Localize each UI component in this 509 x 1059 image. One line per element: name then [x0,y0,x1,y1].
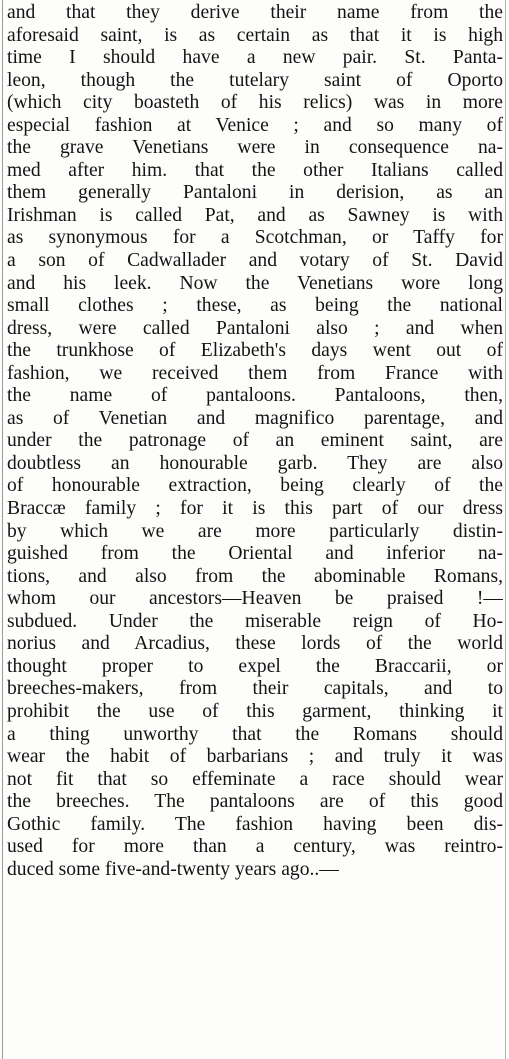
text-line: Gothic family. The fashion having been dis- [7,813,503,835]
text-line: subdued. Under the miserable reign of Ho- [7,610,503,632]
text-line: leon, though the tutelary saint of Oporto [7,69,503,91]
text-line: Braccæ family ; for it is this part of our dress [7,498,503,520]
text-line: Irishman is called Pat, and as Sawney is with [7,204,503,226]
text-line: (which city boasteth of his relics) was in more [7,92,503,114]
text-line: small clothes ; these, as being the national [7,295,503,317]
text-line: fashion, we received them from France with [7,362,503,384]
text-line: wear the habit of barbarians ; and truly it was [7,746,503,768]
text-line: guished from the Oriental and inferior na- [7,543,503,565]
text-line: and his leek. Now the Venetians wore long [7,272,503,294]
column-rule-left [2,0,3,1059]
column-rule-right [505,0,506,1059]
text-line: norius and Arcadius, these lords of the world [7,633,503,655]
text-line: used for more than a century, was reintro- [7,836,503,858]
text-line: the name of pantaloons. Pantaloons, then, [7,385,503,407]
text-line: doubtless an honourable garb. They are also [7,452,503,474]
text-line: not fit that so effeminate a race should wear [7,768,503,790]
text-line: dress, were called Pantaloni also ; and when [7,317,503,339]
text-column [7,2,503,881]
text-line: by which we are more particularly distin- [7,520,503,542]
text-line: thought proper to expel the Braccarii, or [7,655,503,677]
text-line: them generally Pantaloni in derision, as an [7,182,503,204]
text-line: time I should have a new pair. St. Panta- [7,47,503,69]
text-line: of honourable extraction, being clearly of the [7,475,503,497]
text-line: med after him. that the other Italians called [7,159,503,181]
text-line: as of Venetian and magnifico parentage, and [7,407,503,429]
text-line: the breeches. The pantaloons are of this good [7,791,503,813]
text-line: tions, and also from the abominable Romans, [7,565,503,587]
text-line: as synonymous for a Scotchman, or Taffy for [7,227,503,249]
text-line: aforesaid saint, is as certain as that it is high [7,24,503,46]
text-line: whom our ancestors—Heaven be praised !— [7,588,503,610]
text-line: breeches-makers, from their capitals, and to [7,678,503,700]
text-line: prohibit the use of this garment, thinking it [7,700,503,722]
text-line: the trunkhose of Elizabeth's days went out of [7,340,503,362]
text-line: a son of Cadwallader and votary of St. David [7,250,503,272]
text-line: a thing unworthy that the Romans should [7,723,503,745]
text-line: especial fashion at Venice ; and so many of [7,114,503,136]
text-line: the grave Venetians were in consequence na- [7,137,503,159]
text-line: duced some five-and-twenty years ago..— [7,858,339,880]
text-line: under the patronage of an eminent saint, are [7,430,503,452]
text-line: and that they derive their name from the [7,2,503,23]
